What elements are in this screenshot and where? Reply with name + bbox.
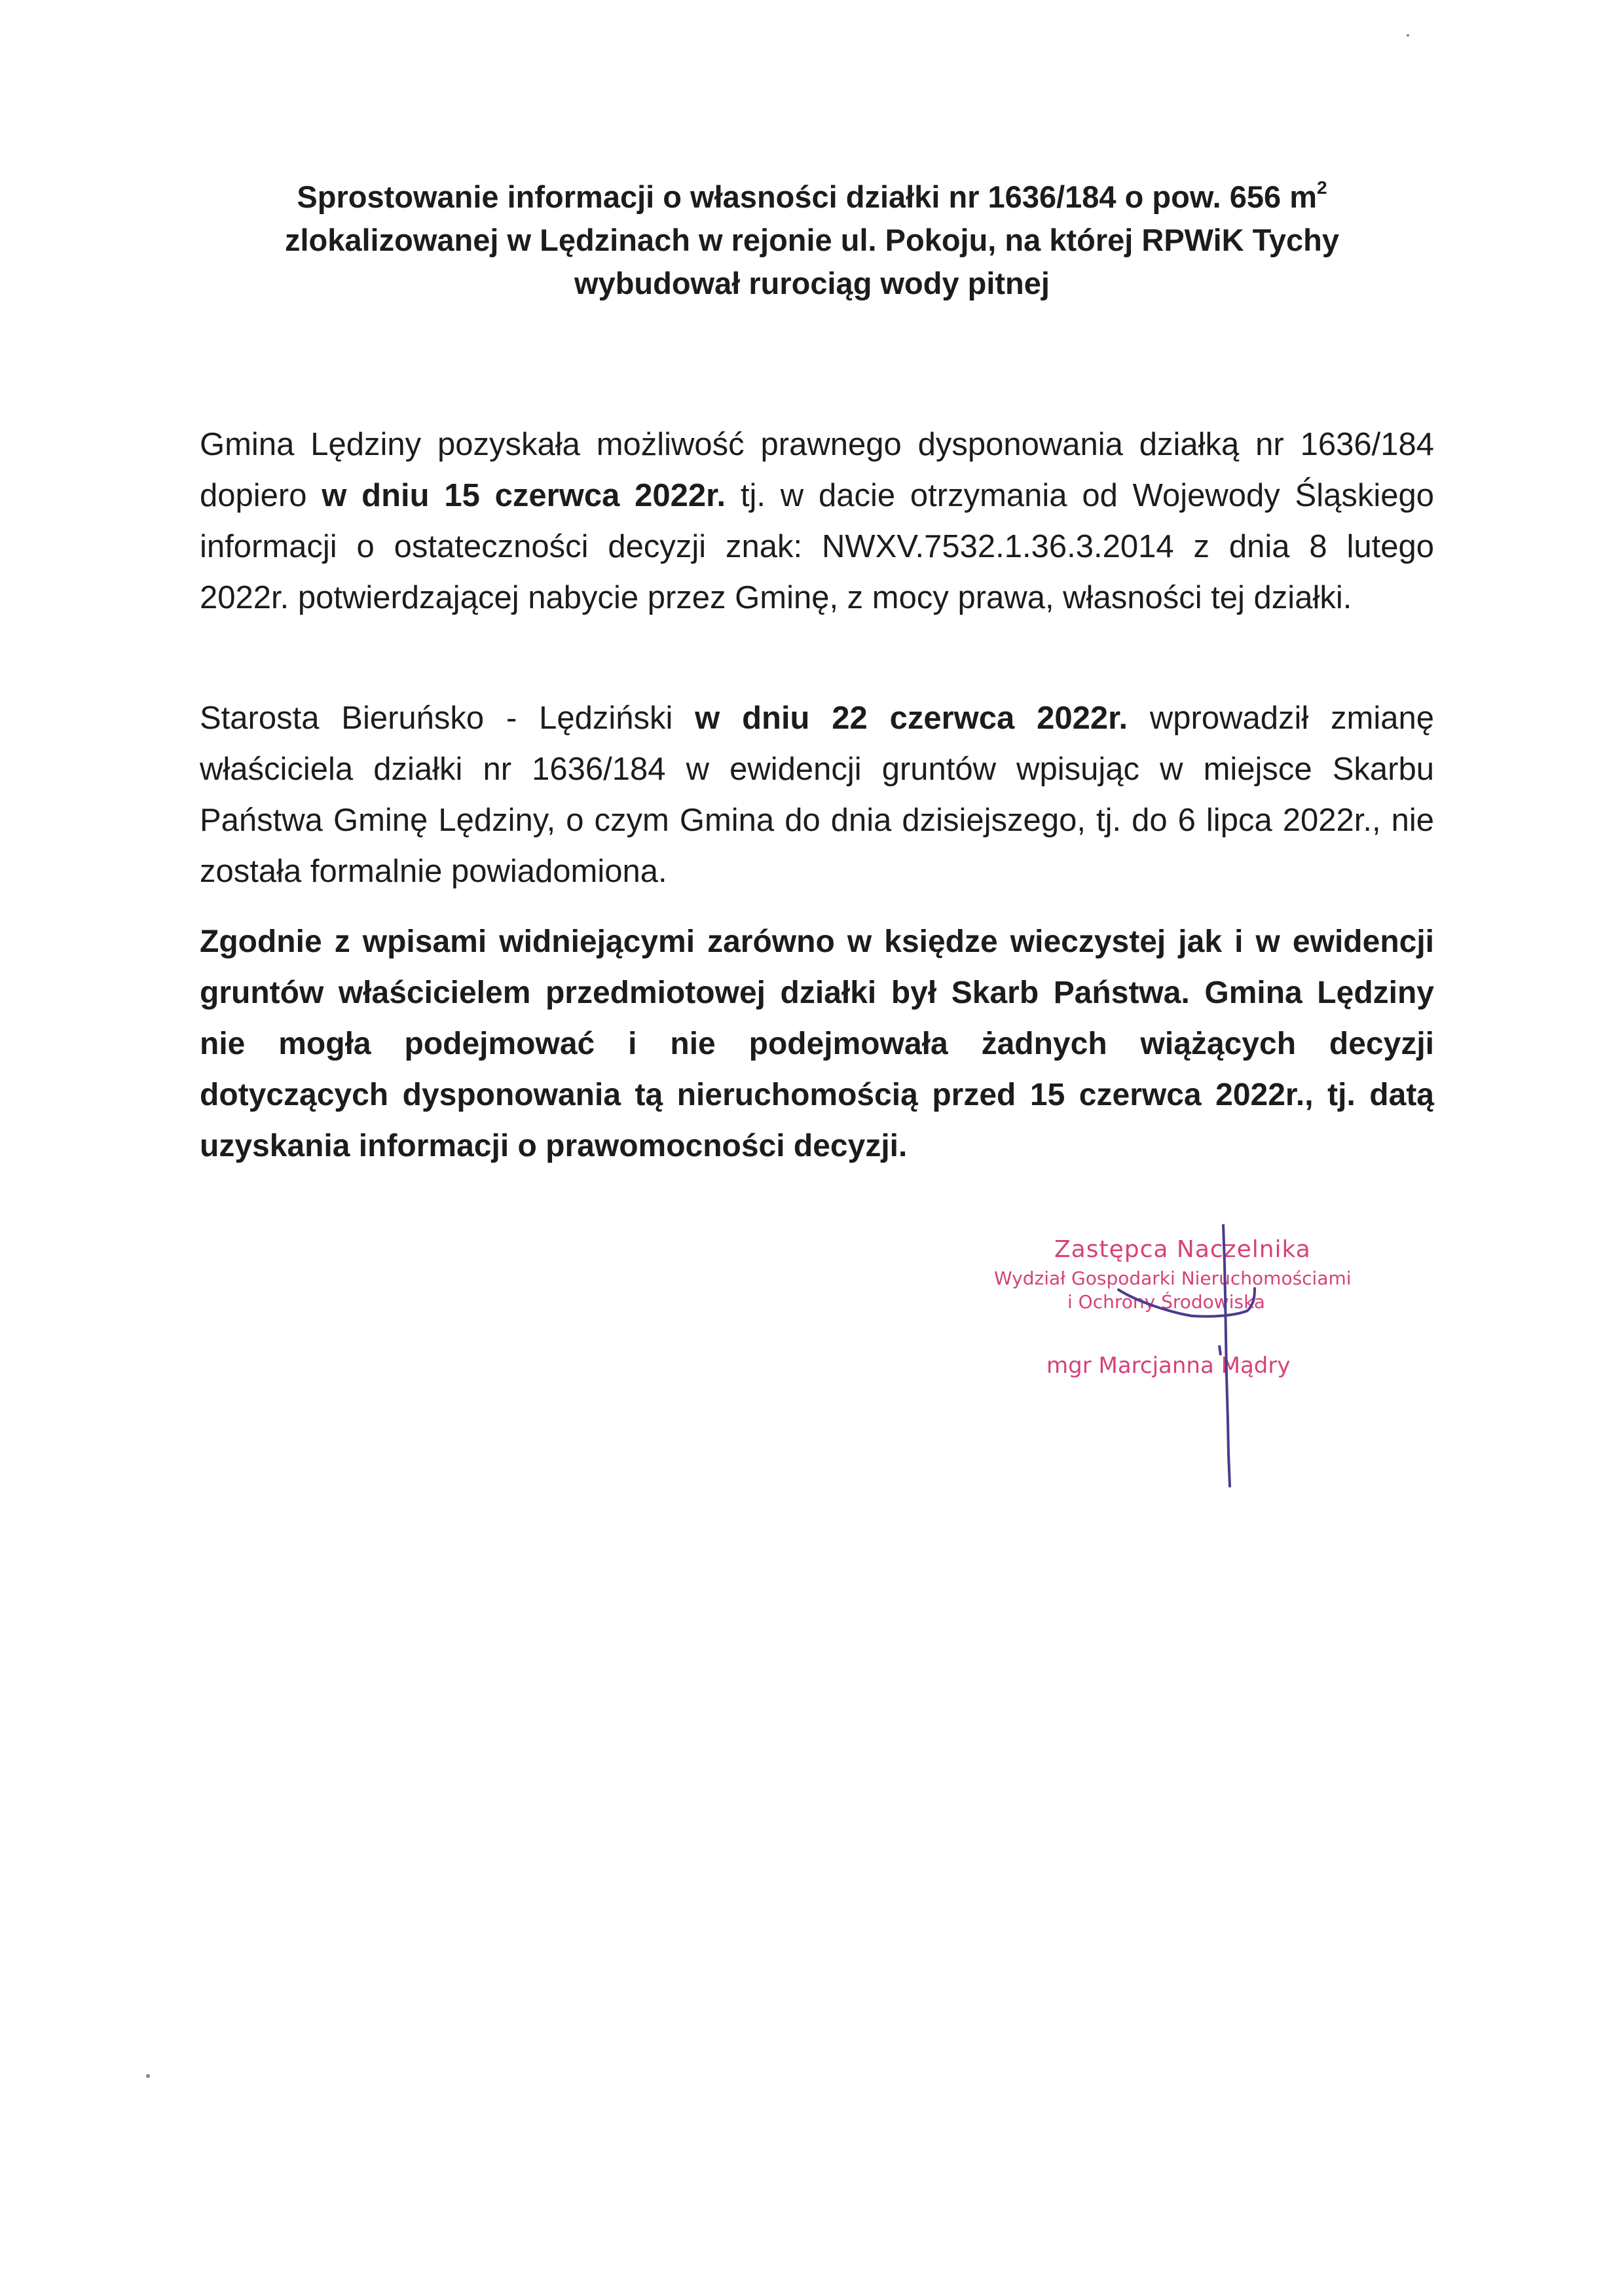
stamp-department-2: i Ochrony Środowiska xyxy=(1067,1291,1265,1313)
paragraph-3: Zgodnie z wpisami widniejącymi zarówno w księdze wieczystej jak i w ewidencji gruntów właścicielem przedmiotowej działki był Skarb Państwa. Gmina Lędziny nie mogła podejmować i nie podejmowała żadnych wiążących decyzji dotyczących dysponowania tą nieruchomością przed 15 czerwca 2022r., tj. datą uzyskania informacji o prawomocności decyzji. xyxy=(200,924,1434,1163)
paragraph-2-text-a: Starosta Bieruńsko - Lędziński xyxy=(200,701,695,736)
paragraph-1-text-b: tj. w dacie otrzymania od Wojewody Śląskiego informacji o ostateczności decyzji znak: NWXV.7532.1.36.3.2014 z dnia 8 lutego 2022r. potwierdzającej nabycie przez Gminę, z mocy prawa, własności tej działki. xyxy=(200,478,1435,615)
stamp-signatory-name: mgr Marcjanna Mądry xyxy=(1046,1353,1291,1379)
paragraph-2-date: w dniu 22 czerwca 2022r. xyxy=(695,701,1128,736)
stamp-position: Zastępca Naczelnika xyxy=(1054,1236,1311,1263)
handwritten-signature xyxy=(976,1224,1395,1499)
title-line-2: zlokalizowanej w Lędzinach w rejonie ul. Pokoju, na której RPWiK Tychy xyxy=(284,223,1340,257)
scan-speck xyxy=(146,2074,150,2078)
paragraph-1 xyxy=(200,419,1434,623)
document-title xyxy=(196,175,1428,305)
title-line-1: Sprostowanie informacji o własności działki nr 1636/184 o pow. 656 $m^2$ xyxy=(297,177,1327,214)
stamp-department: Wydział Gospodarki Nieruchomościami xyxy=(994,1267,1352,1289)
title-line-3: wybudował rurociąg wody pitnej xyxy=(574,266,1050,301)
area-superscript: 2 xyxy=(1317,177,1327,198)
scan-speck xyxy=(1407,34,1409,37)
paragraph-1-date: w dniu 15 czerwca 2022r. xyxy=(322,478,726,513)
paragraph-2-text-b: wprowadził zmianę właściciela działki nr 1636/184 w ewidencji gruntów wpisując w miejsce Skarbu Państwa Gminę Lędziny, o czym Gmina do dnia dzisiejszego, tj. do 6 lipca 2022r., nie została formalnie powiadomiona. xyxy=(200,701,1434,889)
official-stamp xyxy=(976,1224,1395,1499)
paragraph-2 xyxy=(200,693,1434,897)
paragraph-1-text-a: Gmina Lędziny pozyskała możliwość prawnego dysponowania działką nr 1636/184 dopiero xyxy=(200,427,1434,513)
